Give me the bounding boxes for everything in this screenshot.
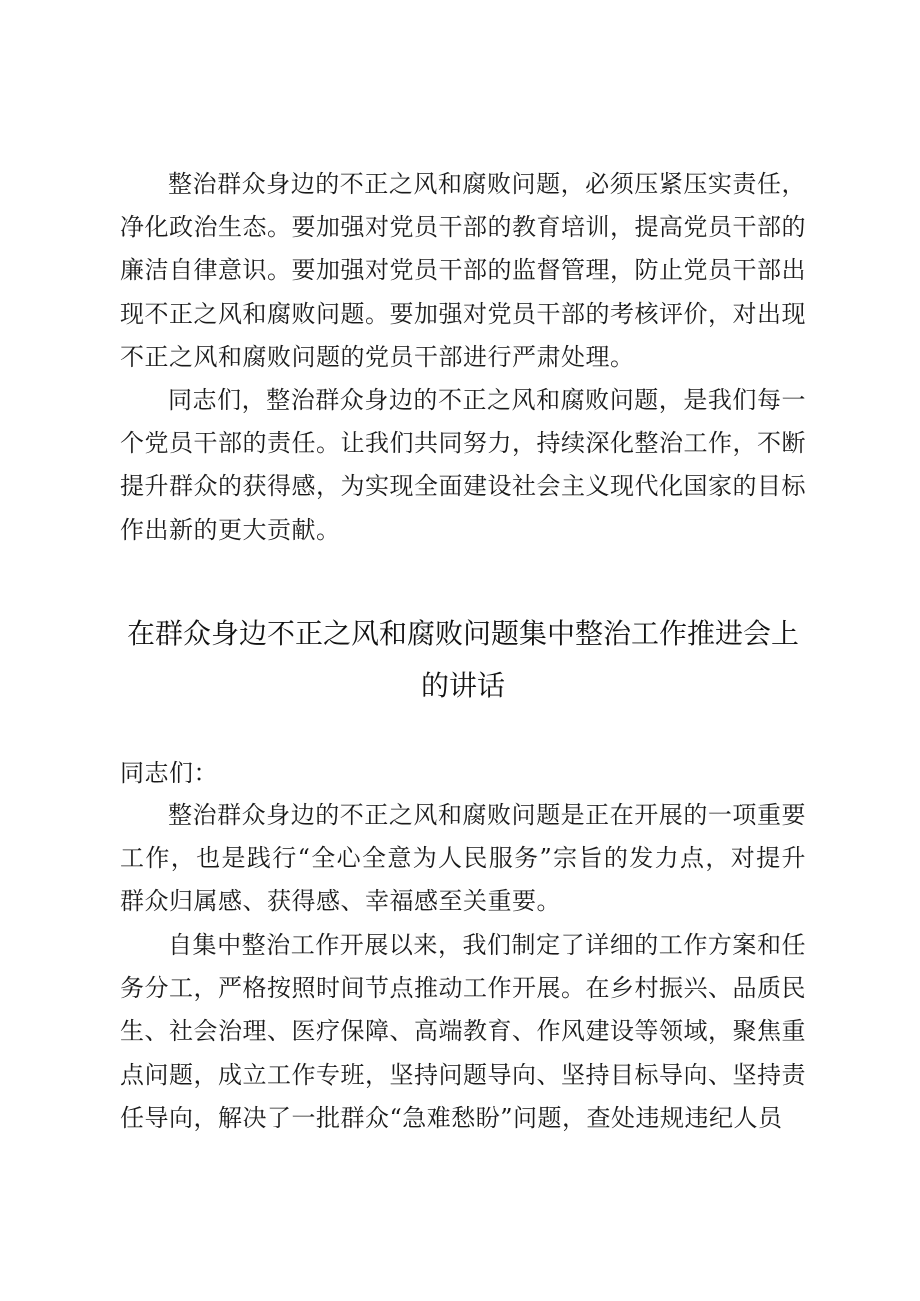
speech-title: 在群众身边不正之风和腐败问题集中整治工作推进会上的讲话: [126, 617, 799, 702]
body-paragraph: 整治群众身边的不正之风和腐败问题是正在开展的一项重要工作，也是践行“全心全意为人民服务”宗旨的发力点，对提升群众归属感、获得感、幸福感至关重要。: [120, 801, 806, 916]
body-paragraph: 自集中整治工作开展以来，我们制定了详细的工作方案和任务分工，严格按照时间节点推动工作开展。在乡村振兴、品质民生、社会治理、医疗保障、高端教育、作风建设等领域，聚焦重点问题，成立工作专班，坚持问题导向、坚持目标导向、坚持责任导向，解决了一批群众“急难愁盼”问题，查处违规违纪人员: [120, 931, 806, 1132]
body-paragraph: 整治群众身边的不正之风和腐败问题，必须压紧压实责任，净化政治生态。要加强对党员干部的教育培训，提高党员干部的廉洁自律意识。要加强对党员干部的监督管理，防止党员干部出现不正之风和腐败问题。要加强对党员干部的考核评价，对出现不正之风和腐败问题的党员干部进行严肃处理。: [120, 170, 806, 371]
greeting: 同志们：: [120, 759, 218, 787]
body-paragraph: 同志们，整治群众身边的不正之风和腐败问题，是我们每一个党员干部的责任。让我们共同努力，持续深化整治工作，不断提升群众的获得感，为实现全面建设社会主义现代化国家的目标作出新的更大贡献。: [120, 386, 806, 544]
